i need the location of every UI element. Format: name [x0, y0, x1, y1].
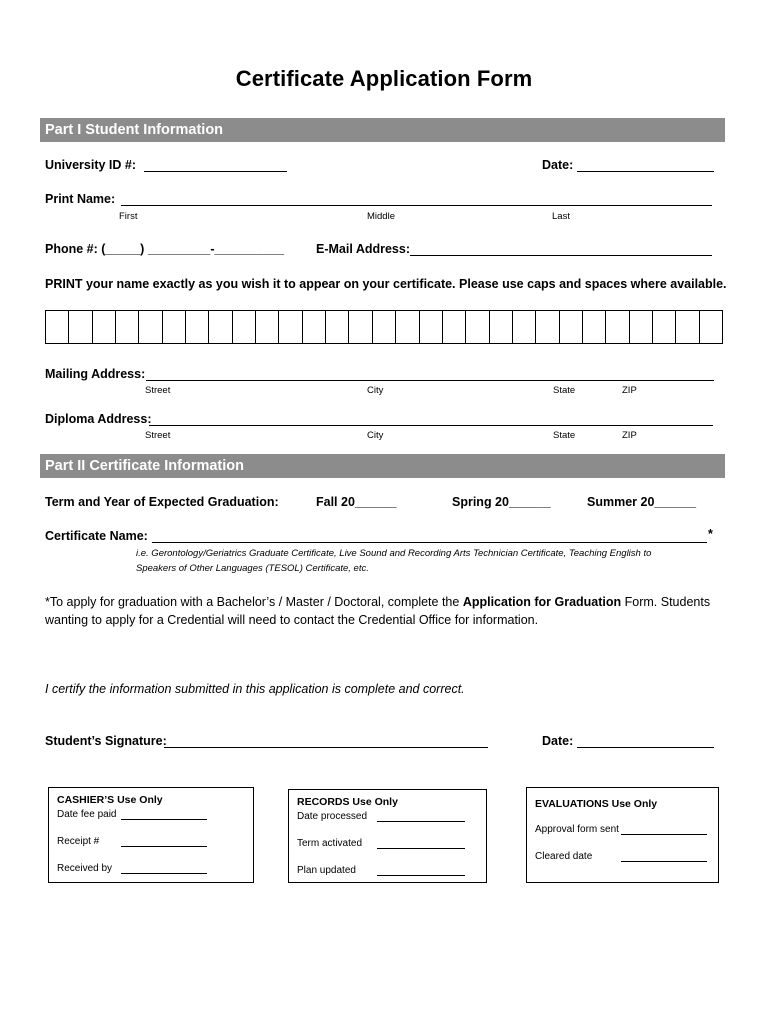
name-character-box[interactable]	[163, 311, 186, 343]
university-id-label: University ID #:	[45, 158, 137, 172]
records-field-label: Term activated	[297, 838, 363, 849]
cashier-title: CASHIER’S Use Only	[57, 794, 163, 806]
diploma-address-label: Diploma Address:	[45, 412, 152, 426]
name-character-box[interactable]	[303, 311, 326, 343]
university-id-field[interactable]	[144, 159, 287, 172]
name-character-box[interactable]	[513, 311, 536, 343]
name-character-box[interactable]	[536, 311, 559, 343]
name-character-box[interactable]	[349, 311, 372, 343]
name-character-box[interactable]	[420, 311, 443, 343]
print-name-field[interactable]	[121, 193, 712, 206]
signature-field[interactable]	[164, 735, 488, 748]
records-field-label: Date processed	[297, 811, 368, 822]
summer-field[interactable]: Summer 20______	[587, 495, 697, 509]
date-field[interactable]	[577, 159, 714, 172]
name-character-box[interactable]	[256, 311, 279, 343]
records-use-box	[288, 789, 487, 883]
part1-header: Part I Student Information	[40, 118, 725, 142]
evaluations-field-label: Cleared date	[535, 851, 593, 862]
note-text-1: *To apply for graduation with a Bachelor’s / Master / Doctoral, complete the	[45, 595, 463, 609]
cashier-use-box	[48, 787, 254, 883]
graduation-note	[45, 593, 725, 629]
fall-field[interactable]: Fall 20______	[316, 495, 397, 509]
cashier-field-label: Receipt #	[57, 836, 100, 847]
name-character-box[interactable]	[396, 311, 419, 343]
name-character-box[interactable]	[69, 311, 92, 343]
diploma-zip-sublabel: ZIP	[622, 430, 637, 441]
mailing-state-sublabel: State	[553, 385, 576, 396]
email-field[interactable]	[410, 243, 712, 256]
name-character-box[interactable]	[139, 311, 162, 343]
records-term-activated-line[interactable]	[377, 847, 465, 849]
application-for-graduation-text: Application for Graduation	[462, 595, 622, 609]
evaluations-cleared-line[interactable]	[621, 860, 707, 862]
signature-date-field[interactable]	[577, 735, 714, 748]
name-character-box[interactable]	[606, 311, 629, 343]
mailing-zip-sublabel: ZIP	[622, 385, 637, 396]
name-character-box[interactable]	[46, 311, 69, 343]
date-label: Date:	[542, 158, 574, 172]
name-character-box[interactable]	[653, 311, 676, 343]
name-character-box[interactable]	[93, 311, 116, 343]
name-character-box[interactable]	[233, 311, 256, 343]
evaluations-use-box	[526, 787, 719, 883]
evaluations-field-label: Approval form sent	[535, 824, 619, 835]
email-label: E-Mail Address:	[316, 242, 411, 256]
middle-name-sublabel: Middle	[367, 211, 395, 222]
name-character-box[interactable]	[676, 311, 699, 343]
signature-label: Student’s Signature:	[45, 734, 167, 748]
name-character-box[interactable]	[583, 311, 606, 343]
signature-date-label: Date:	[542, 734, 574, 748]
name-character-box[interactable]	[186, 311, 209, 343]
diploma-address-field[interactable]	[149, 413, 713, 426]
diploma-state-sublabel: State	[553, 430, 576, 441]
records-date-processed-line[interactable]	[377, 820, 465, 822]
part2-header: Part II Certificate Information	[40, 454, 725, 478]
phone-field[interactable]: Phone #: (_____) _________-__________	[45, 242, 285, 256]
name-character-box[interactable]	[466, 311, 489, 343]
name-character-box[interactable]	[326, 311, 349, 343]
certificate-example-line2: Speakers of Other Languages (TESOL) Certificate, etc.	[136, 563, 369, 574]
name-character-box[interactable]	[209, 311, 232, 343]
certificate-example-line1: i.e. Gerontology/Geriatrics Graduate Certificate, Live Sound and Recording Arts Technician Certificate, Teaching English to	[136, 548, 652, 559]
records-title: RECORDS Use Only	[297, 796, 398, 808]
evaluations-title: EVALUATIONS Use Only	[535, 798, 658, 810]
note-text-2: Form. Students wanting to apply for a Credential will need to contact the Credential Office for information.	[45, 595, 711, 627]
print-name-label: Print Name:	[45, 192, 116, 206]
diploma-city-sublabel: City	[367, 430, 384, 441]
name-character-box[interactable]	[630, 311, 653, 343]
name-character-box[interactable]	[490, 311, 513, 343]
page-title: Certificate Application Form	[235, 66, 533, 91]
last-name-sublabel: Last	[552, 211, 570, 222]
cashier-field-label: Date fee paid	[57, 809, 117, 820]
cashier-received-by-line[interactable]	[121, 872, 207, 874]
cashier-receipt-line[interactable]	[121, 845, 207, 847]
mailing-address-label: Mailing Address:	[45, 367, 146, 381]
mailing-street-sublabel: Street	[145, 385, 171, 396]
print-instruction: PRINT your name exactly as you wish it to appear on your certificate. Please use caps and spaces where available.	[45, 277, 727, 291]
records-plan-updated-line[interactable]	[377, 874, 465, 876]
name-character-box[interactable]	[700, 311, 722, 343]
asterisk: *	[708, 527, 713, 541]
certify-statement: I certify the information submitted in this application is complete and correct.	[45, 682, 465, 696]
name-character-box[interactable]	[443, 311, 466, 343]
certificate-name-field[interactable]	[152, 530, 707, 543]
cashier-field-label: Received by	[57, 863, 113, 874]
records-field-label: Plan updated	[297, 865, 356, 876]
evaluations-approval-line[interactable]	[621, 833, 707, 835]
mailing-city-sublabel: City	[367, 385, 384, 396]
certificate-name-label: Certificate Name:	[45, 529, 148, 543]
diploma-street-sublabel: Street	[145, 430, 171, 441]
cashier-date-fee-line[interactable]	[121, 818, 207, 820]
name-character-box[interactable]	[116, 311, 139, 343]
first-name-sublabel: First	[119, 211, 138, 222]
name-character-box[interactable]	[279, 311, 302, 343]
mailing-address-field[interactable]	[146, 368, 714, 381]
spring-field[interactable]: Spring 20______	[452, 495, 551, 509]
name-character-box[interactable]	[373, 311, 396, 343]
name-character-box[interactable]	[560, 311, 583, 343]
term-label: Term and Year of Expected Graduation:	[45, 495, 279, 509]
name-character-boxes[interactable]	[45, 310, 723, 344]
